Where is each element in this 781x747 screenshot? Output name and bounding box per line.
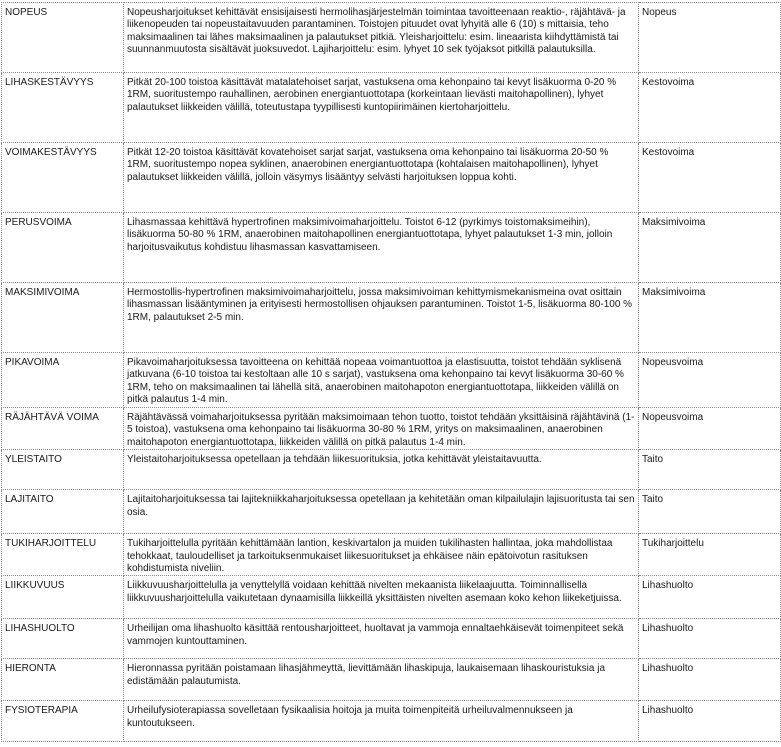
cell-name: HIERONTA [2,659,124,701]
table-row [2,619,781,659]
cell-name: PERUSVOIMA [2,213,124,283]
cell-description: Urheilufysioterapiassa sovelletaan fysikaalisia hoitoja ja muita toimenpiteitä urheiluvalmennukseen ja kuntoutukseen. [124,701,639,742]
cell-category: Nopeusvoima [639,408,781,450]
cell-description: Hermostollis-hypertrofinen maksimivoimaharjoittelu, jossa maksimivoiman kehittymismekanismeina ovat osittain lihasmassan lisääntyminen ja erityisesti hermostollisen ohjauksen parantuminen. Toistot 1-5, lisäkuorma 80-100 % 1RM, palautukset 2-5 min. [124,283,639,353]
cell-description: Pitkät 20-100 toistoa käsittävät matalatehoiset sarjat, vastuksena oma kehonpaino tai kevyt lisäkuorma 0-20 % 1RM, suoritustempo rauhallinen, aerobinen energiantuottotapa (korkeintaan lievästi maitohapollinen), lyhyet palautukset liikkeiden välillä, toteutustapa tyypillisesti kuntopiirimäinen kiertoharjoittelu. [124,73,639,143]
cell-category: Maksimivoima [639,283,781,353]
cell-name: LIHASHUOLTO [2,619,124,659]
cell-category: Taito [639,450,781,490]
cell-description: Liikkuvuusharjoittelulla ja venyttelyllä voidaan kehittää nivelten mekaanista liikelaajuutta. Toiminnallisella liikkuvuusharjoittelulla vaikutetaan dynaamisilla liikkeillä yksittäisten nivelten asemaan koko kehon liikeketjuissa. [124,576,639,619]
cell-category: Kestovoima [639,73,781,143]
cell-category: Taito [639,490,781,534]
table-row [2,283,781,353]
cell-name: YLEISTAITO [2,450,124,490]
table-row [2,450,781,490]
cell-category: Lihashuolto [639,619,781,659]
cell-description: Hieronnassa pyritään poistamaan lihasjähmeyttä, lievittämään lihaskipuja, laukaisemaan lihaskouristuksia ja edistämään palautumista. [124,659,639,701]
cell-description: Yleistaitoharjoituksessa opetellaan ja tehdään liikesuorituksia, jotka kehittävät yleistaitavuutta. [124,450,639,490]
cell-category: Maksimivoima [639,213,781,283]
table-row [2,143,781,213]
table-row [2,408,781,450]
table-row [2,353,781,408]
cell-category: Kestovoima [639,143,781,213]
table-row [2,3,781,73]
cell-category: Nopeusvoima [639,353,781,408]
cell-category: Lihashuolto [639,701,781,742]
table-row [2,534,781,576]
cell-description: Nopeusharjoitukset kehittävät ensisijaisesti hermolihasjärjestelmän toimintaa tavoitteenaan reaktio-, räjähtävä- ja liikenopeuden tai nopeustaitavuuden parantaminen. Toistojen pituudet ovat lyhyitä alle 6 (10) s mittaisia, teho maksimaalinen tai lähes maksimaalinen ja palautukset pitkiä. Yleisharjoittelu: esim. lineaarista kiihdyttämistä tai suunnanmuutosta sisältävät juoksuvedot. Lajiharjoittelu: esim. lyhyet 10 sek työjaksot pitkillä palautuksilla. [124,3,639,73]
training-types-table [1,2,781,742]
cell-name: PIKAVOIMA [2,353,124,408]
cell-description: Urheilijan oma lihashuolto käsittää rentousharjoitteet, huoltavat ja vammoja ennaltaehkäisevät toimenpiteet sekä vammojen kuntouttaminen. [124,619,639,659]
cell-name: FYSIOTERAPIA [2,701,124,742]
cell-category: Lihashuolto [639,659,781,701]
cell-description: Räjähtävässä voimaharjoituksessa pyritään maksimoimaan tehon tuotto, toistot tehdään yksittäisinä räjähtävinä (1-5 toistoa), vastuksena oma kehonpaino tai lisäkuorma 30-80 % 1RM, yritys on maksimaalinen, anaerobinen maitohapoton energiantuottotapa, liikkeiden välillä on pitkä palautus 1-4 min. [124,408,639,450]
cell-category: Lihashuolto [639,576,781,619]
cell-category: Tukiharjoittelu [639,534,781,576]
cell-name: LIIKKUVUUS [2,576,124,619]
cell-name: NOPEUS [2,3,124,73]
table-row [2,659,781,701]
table-row [2,576,781,619]
cell-name: MAKSIMIVOIMA [2,283,124,353]
cell-description: Lihasmassaa kehittävä hypertrofinen maksimivoimaharjoittelu. Toistot 6-12 (pyrkimys toistomaksimeihin), lisäkuorma 50-80 % 1RM, anaerobinen maitohapollinen energiantuottotapa, lyhyet palautukset 1-3 min, jolloin harjoitusvaikutus kohdistuu lihasmassan kasvattamiseen. [124,213,639,283]
cell-name: VOIMAKESTÄVYYS [2,143,124,213]
cell-description: Lajitaitoharjoituksessa tai lajitekniikkaharjoituksessa opetellaan ja kehitetään oman kilpailulajin lajisuoritusta tai sen osia. [124,490,639,534]
cell-description: Pikavoimaharjoituksessa tavoitteena on kehittää nopeaa voimantuottoa ja elastisuutta, toistot tehdään syklisenä jatkuvana (6-10 toistoa tai kestoltaan alle 10 s sarjat), vastuksena oma kehonpaino tai kevyt lisäkuorma 30-60 % 1RM, teho on maksimaalinen tai lähellä sitä, anaerobinen maitohapoton energiantuottotapa, liikkeiden välillä on pitkä palautus 1-4 min. [124,353,639,408]
table-row [2,490,781,534]
cell-name: LAJITAITO [2,490,124,534]
table-row [2,73,781,143]
cell-description: Pitkät 12-20 toistoa käsittävät kovatehoiset sarjat sarjat, vastuksena oma kehonpaino tai lisäkuorma 20-50 % 1RM, suoritustempo nopea syklinen, anaerobinen energiantuottotapa (kohtalaisen maitohapollinen), lyhyet palautukset liikkeiden välillä, jolloin väsymys lisääntyy selvästi harjoituksen loppua kohti. [124,143,639,213]
table-row [2,213,781,283]
cell-name: TUKIHARJOITTELU [2,534,124,576]
cell-category: Nopeus [639,3,781,73]
cell-description: Tukiharjoittelulla pyritään kehittämään lantion, keskivartalon ja muiden tukilihasten hallintaa, joka mahdollistaa tehokkaat, tauloudelliset ja tarkoituksenmukaiset liikesuoritukset ja ehkäisee näin epätoivotun rasituksen kohdistumista niveliin. [124,534,639,576]
table-row [2,701,781,742]
cell-name: RÄJÄHTÄVÄ VOIMA [2,408,124,450]
cell-name: LIHASKESTÄVYYS [2,73,124,143]
